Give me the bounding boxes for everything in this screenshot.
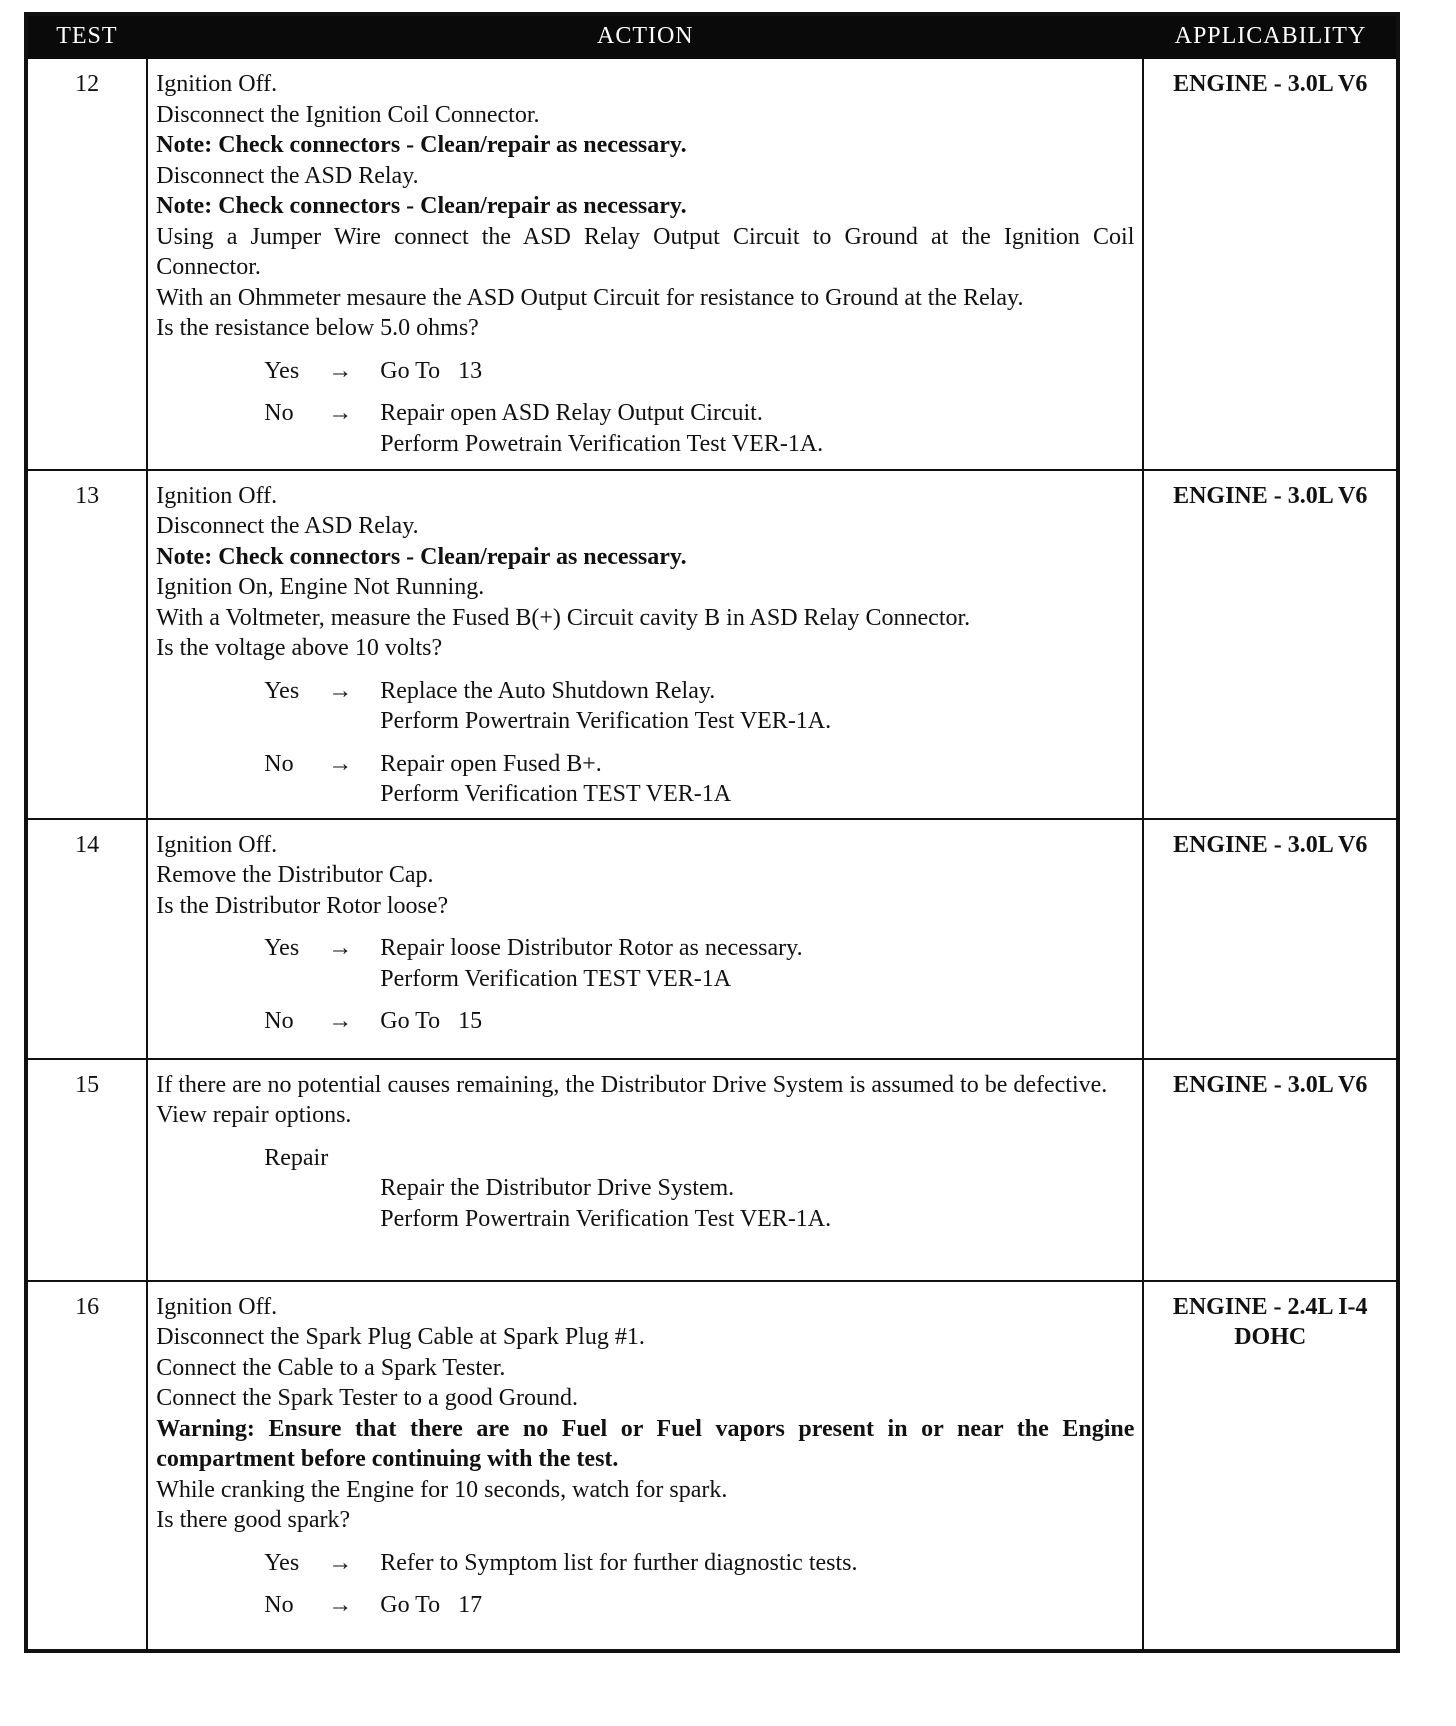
result-line: Repair open ASD Relay Output Circuit. — [380, 400, 763, 426]
result-line: Repair the Distributor Drive System. — [380, 1175, 735, 1201]
option-no — [156, 1006, 1134, 1037]
applicability-cell — [1143, 1059, 1398, 1281]
arrow-icon: → — [328, 1592, 353, 1618]
result-line: Go To 15 — [380, 1008, 483, 1034]
option-result — [380, 356, 1134, 387]
action-cell — [147, 1281, 1143, 1651]
option-label: No — [264, 1008, 294, 1034]
option-label: Yes — [264, 935, 300, 961]
result-line: Perform Verification TEST VER-1A — [380, 965, 732, 992]
table-row — [26, 819, 1398, 1059]
table-row — [26, 1281, 1398, 1651]
table-row — [26, 470, 1398, 819]
applicability-text: ENGINE - 2.4L I-4 — [1172, 1293, 1368, 1320]
action-step: Disconnect the ASD Relay. — [156, 162, 419, 189]
action-step: Using a Jumper Wire connect the ASD Relay Output Circuit to Ground at the Ignition Coil Connector. — [156, 223, 1135, 280]
warning-text: Warning: Ensure that there are no Fuel or Fuel vapors present in or near the Engine compartment before continuing with the test. — [156, 1415, 1135, 1472]
applicability-cell — [1143, 819, 1398, 1059]
action-step: View repair options. — [156, 1102, 352, 1128]
option-label: Yes — [264, 357, 300, 384]
option-yes — [156, 356, 1134, 387]
action-step: Disconnect the ASD Relay. — [156, 513, 419, 539]
arrow-icon: → — [328, 1008, 353, 1034]
applicability-text: ENGINE - 3.0L V6 — [1173, 482, 1368, 509]
action-step: Disconnect the Ignition Coil Connector. — [156, 101, 540, 128]
applicability-text: DOHC — [1234, 1324, 1307, 1350]
option-result — [380, 1006, 1134, 1037]
option-no — [156, 749, 1134, 810]
action-step: Connect the Cable to a Spark Tester. — [156, 1354, 506, 1381]
header-action: ACTION — [147, 14, 1143, 58]
applicability-cell — [1143, 470, 1398, 819]
note-text: Note: Check connectors - Clean/repair as necessary. — [156, 543, 687, 570]
action-cell — [147, 1059, 1143, 1281]
action-step: While cranking the Engine for 10 seconds, watch for spark. — [156, 1476, 728, 1503]
note-text: Note: Check connectors - Clean/repair as necessary. — [156, 132, 687, 158]
applicability-cell — [1143, 1281, 1398, 1651]
action-step: Ignition Off. — [156, 831, 278, 858]
option-yes — [156, 1548, 1134, 1579]
applicability-text: ENGINE - 3.0L V6 — [1173, 1071, 1368, 1098]
result-line: Repair loose Distributor Rotor as necessary. — [380, 935, 803, 961]
result-line: Perform Powertrain Verification Test VER-1A. — [380, 1205, 832, 1232]
action-cell — [147, 58, 1143, 470]
test-number: 14 — [26, 819, 147, 1059]
option-label: No — [264, 750, 294, 777]
option-yes — [156, 676, 1134, 737]
option-no — [156, 1590, 1134, 1621]
action-cell — [147, 470, 1143, 819]
question-text: Is the Distributor Rotor loose? — [156, 892, 449, 919]
arrow-icon: → — [328, 750, 353, 777]
table-row — [26, 58, 1398, 470]
option-label: No — [264, 400, 294, 426]
action-step: Remove the Distributor Cap. — [156, 862, 434, 888]
test-number: 12 — [26, 58, 147, 470]
option-result — [380, 1590, 1134, 1621]
table-row — [26, 1059, 1398, 1281]
arrow-icon: → — [328, 935, 353, 961]
result-line: Repair open Fused B+. — [380, 750, 602, 777]
result-line: Perform Powetrain Verification Test VER-1A. — [380, 430, 824, 457]
action-step: Ignition Off. — [156, 71, 278, 97]
note-text: Note: Check connectors - Clean/repair as necessary. — [156, 193, 687, 219]
result-line: Go To 17 — [380, 1592, 483, 1618]
action-step: Ignition Off. — [156, 482, 278, 509]
question-text: Is the resistance below 5.0 ohms? — [156, 315, 479, 341]
arrow-icon: → — [328, 1549, 353, 1576]
repair-label: Repair — [264, 1144, 329, 1171]
applicability-text: ENGINE - 3.0L V6 — [1173, 831, 1368, 858]
action-step: Ignition Off. — [156, 1293, 278, 1320]
action-step: With a Voltmeter, measure the Fused B(+) Circuit cavity B in ASD Relay Connector. — [156, 604, 971, 631]
result-line: Replace the Auto Shutdown Relay. — [380, 677, 716, 704]
option-label: Yes — [264, 677, 300, 704]
header-applicability: APPLICABILITY — [1143, 14, 1398, 58]
test-number: 16 — [26, 1281, 147, 1651]
header-test: TEST — [26, 14, 147, 58]
result-line: Refer to Symptom list for further diagnostic tests. — [380, 1549, 858, 1576]
table-header-row — [26, 14, 1398, 58]
action-cell — [147, 819, 1143, 1059]
question-text: Is the voltage above 10 volts? — [156, 635, 443, 661]
option-result — [380, 676, 1134, 737]
action-step: Ignition On, Engine Not Running. — [156, 574, 485, 600]
arrow-icon: → — [328, 357, 353, 384]
option-yes — [156, 933, 1134, 994]
result-line: Go To 13 — [380, 357, 483, 384]
action-step: Connect the Spark Tester to a good Ground. — [156, 1385, 579, 1411]
test-number: 15 — [26, 1059, 147, 1281]
arrow-icon: → — [328, 400, 353, 426]
action-step: If there are no potential causes remaining, the Distributor Drive System is assumed to be defective. — [156, 1071, 1108, 1098]
option-no — [156, 398, 1134, 459]
option-label: Yes — [264, 1549, 300, 1576]
result-line: Perform Powertrain Verification Test VER-1A. — [380, 708, 832, 734]
action-step: Disconnect the Spark Plug Cable at Spark Plug #1. — [156, 1324, 645, 1350]
option-label: No — [264, 1592, 294, 1618]
test-number: 13 — [26, 470, 147, 819]
repair-lines — [380, 1173, 1134, 1234]
action-step: With an Ohmmeter mesaure the ASD Output Circuit for resistance to Ground at the Relay. — [156, 284, 1024, 311]
result-line: Perform Verification TEST VER-1A — [380, 781, 732, 807]
option-result — [380, 1548, 1134, 1579]
applicability-cell — [1143, 58, 1398, 470]
arrow-icon: → — [328, 677, 353, 704]
option-result — [380, 749, 1134, 810]
diagnostic-test-table — [24, 12, 1400, 1653]
option-result — [380, 398, 1134, 459]
option-result — [380, 933, 1134, 994]
question-text: Is there good spark? — [156, 1507, 351, 1533]
applicability-text: ENGINE - 3.0L V6 — [1173, 71, 1368, 97]
